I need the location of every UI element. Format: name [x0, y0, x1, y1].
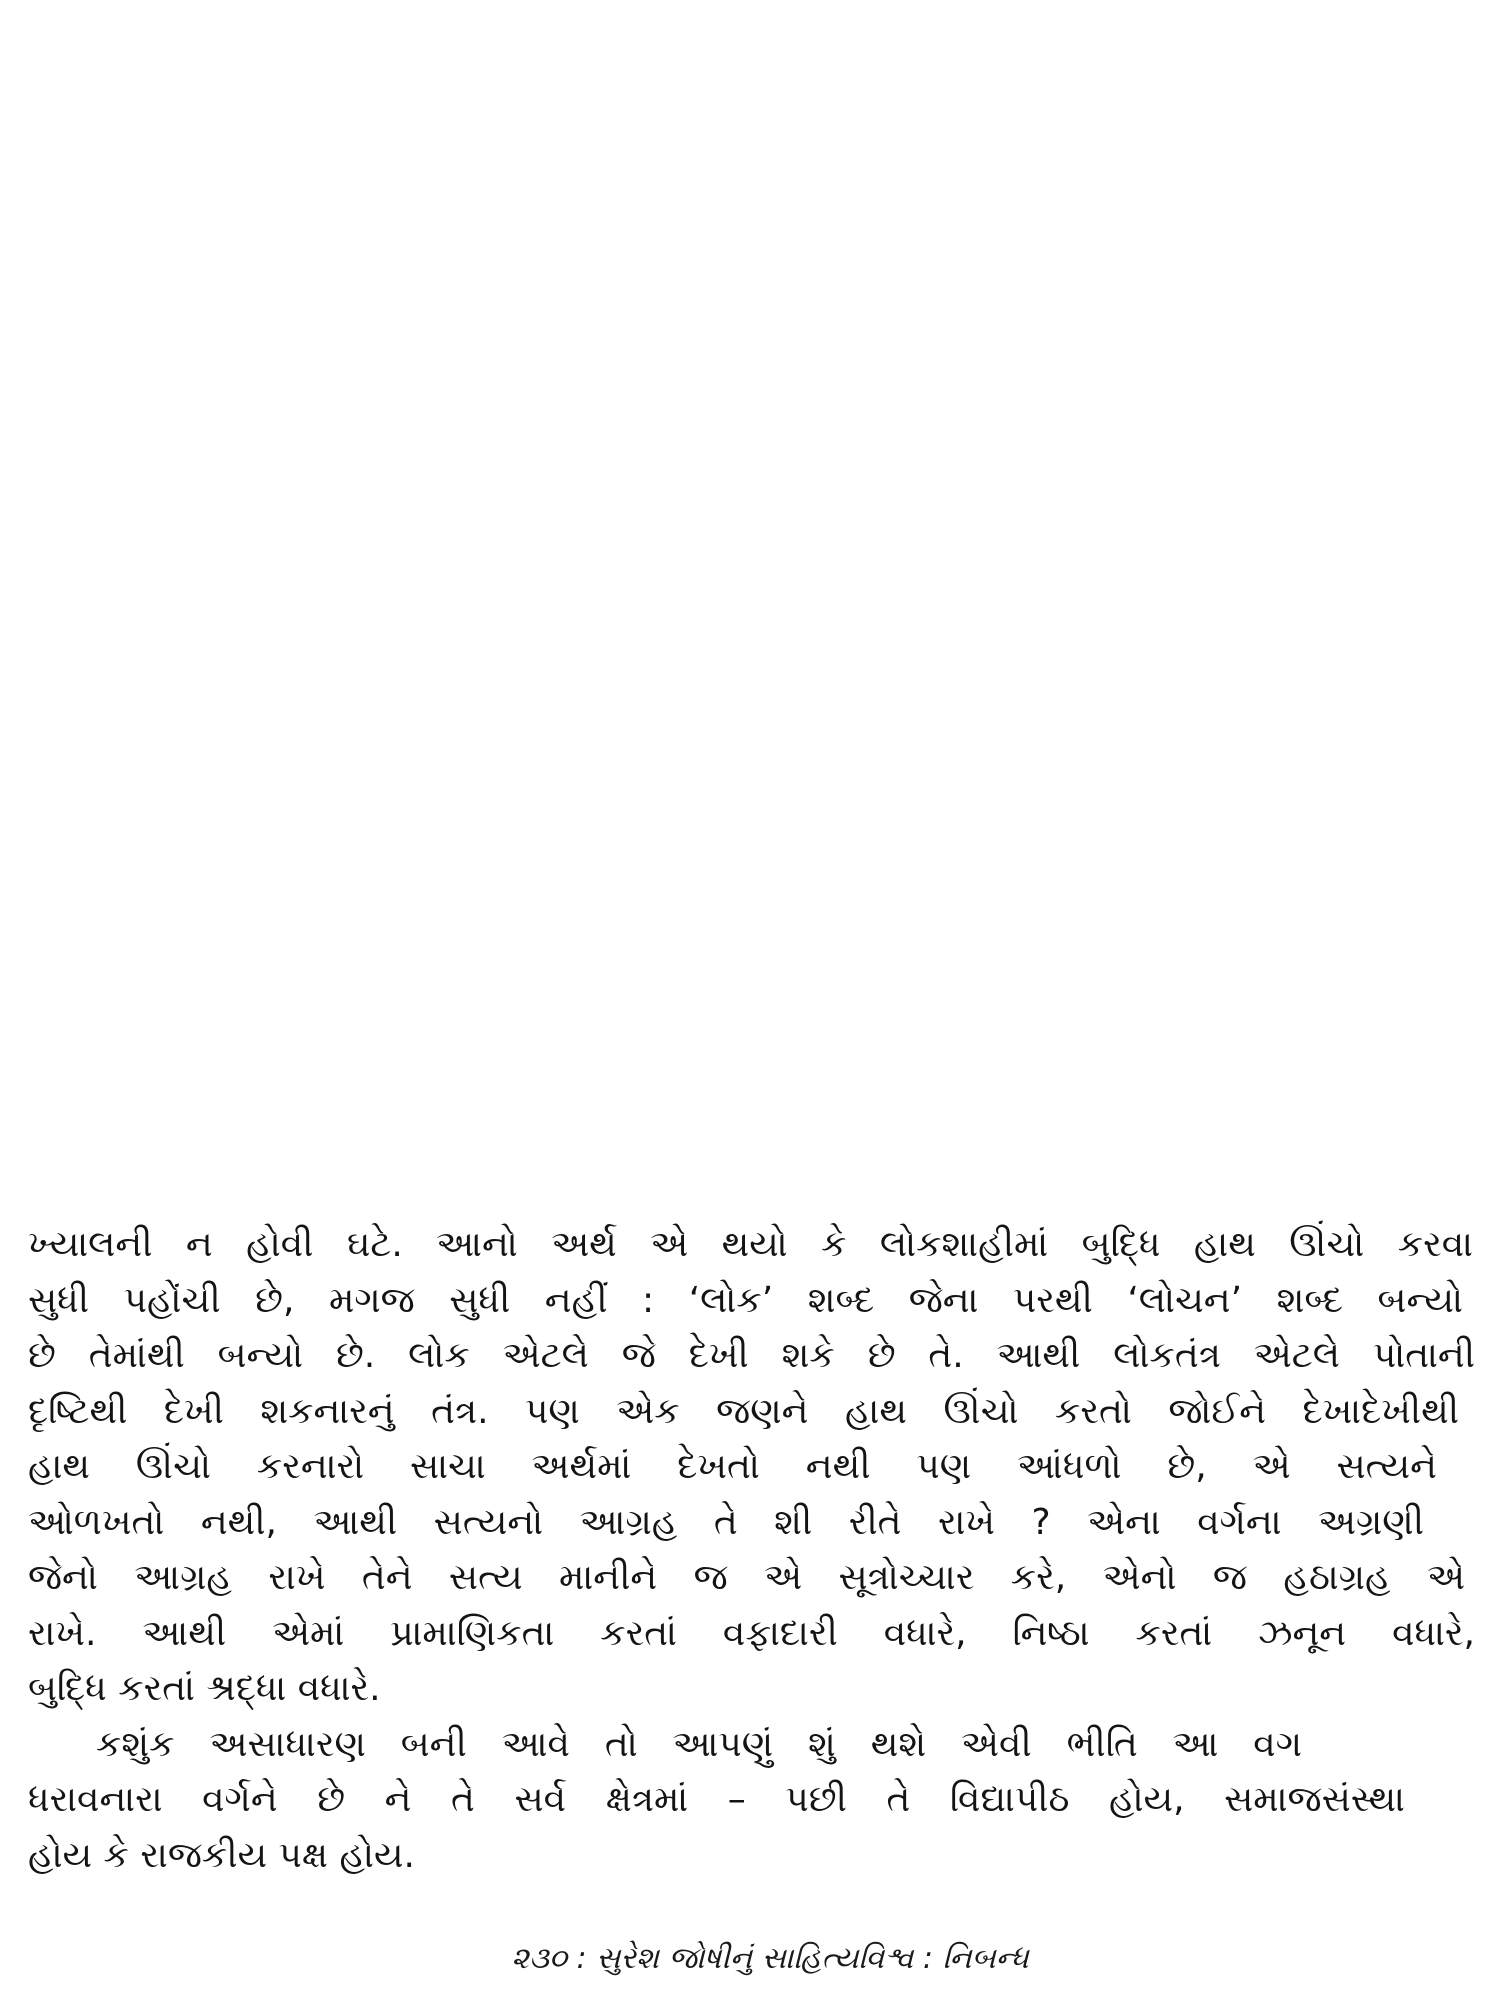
text-line: ખ્યાલની ન હોવી ઘટે. આનો અર્થ એ થયો કે લોકશાહીમાં બુદ્ધિ હાથ ઊંચો કરવા [28, 1224, 1473, 1265]
text-line: છે તેમાંથી બન્યો છે. લોક એટલે જે દેખી શકે છે તે. આથી લોકતંત્ર એટલે પોતાની [28, 1335, 1475, 1376]
text-line: સુધી પહોંચી છે, મગજ સુધી નહીં : ‘લોક’ શબ્દ જેના પરથી ‘લોચન’ શબ્દ બન્યો [28, 1279, 1463, 1321]
text-line: બુદ્ધિ કરતાં શ્રદ્ધા વધારે. [28, 1668, 381, 1709]
text-line: કશુંક અસાધારણ બની આવે તો આપણું શું થશે એવી ભીતિ આ વગ [96, 1723, 1302, 1765]
text-line: દૃષ્ટિથી દેખી શકનારનું તંત્ર. પણ એક જણને હાથ ઊંચો કરતો જોઈને દેખાદેખીથી [28, 1390, 1459, 1432]
text-line: હોય કે રાજકીય પક્ષ હોય. [28, 1834, 415, 1876]
text-line: ધરાવનારા વર્ગને છે ને તે સર્વ ક્ષેત્રમાં – પછી તે વિદ્યાપીઠ હોય, સમાજસંસ્થા [28, 1779, 1405, 1820]
page-footer: ૨૩૦ : સુરેશ જોષીનું સાહિત્યવિશ્વ : નિબન્ધ [511, 1941, 1029, 1976]
paragraph [28, 1717, 1478, 1884]
text-line: ઓળખતો નથી, આથી સત્યનો આગ્રહ તે શી રીતે રાખે ? એના વર્ગના અગ્રણી [28, 1501, 1424, 1543]
text-line: જેનો આગ્રહ રાખે તેને સત્ય માનીને જ એ સૂત્રોચ્ચાર કરે, એનો જ હઠાગ્રહ એ [28, 1557, 1465, 1598]
page-body [28, 1217, 1478, 1883]
text-line: હાથ ઊંચો કરનારો સાચા અર્થમાં દેખતો નથી પણ આંધળો છે, એ સત્યને [28, 1446, 1437, 1487]
text-line: રાખે. આથી એમાં પ્રામાણિકતા કરતાં વફાદારી વધારે, નિષ્ઠા કરતાં ઝનૂન વધારે, [28, 1612, 1475, 1654]
paragraph [28, 1217, 1478, 1717]
